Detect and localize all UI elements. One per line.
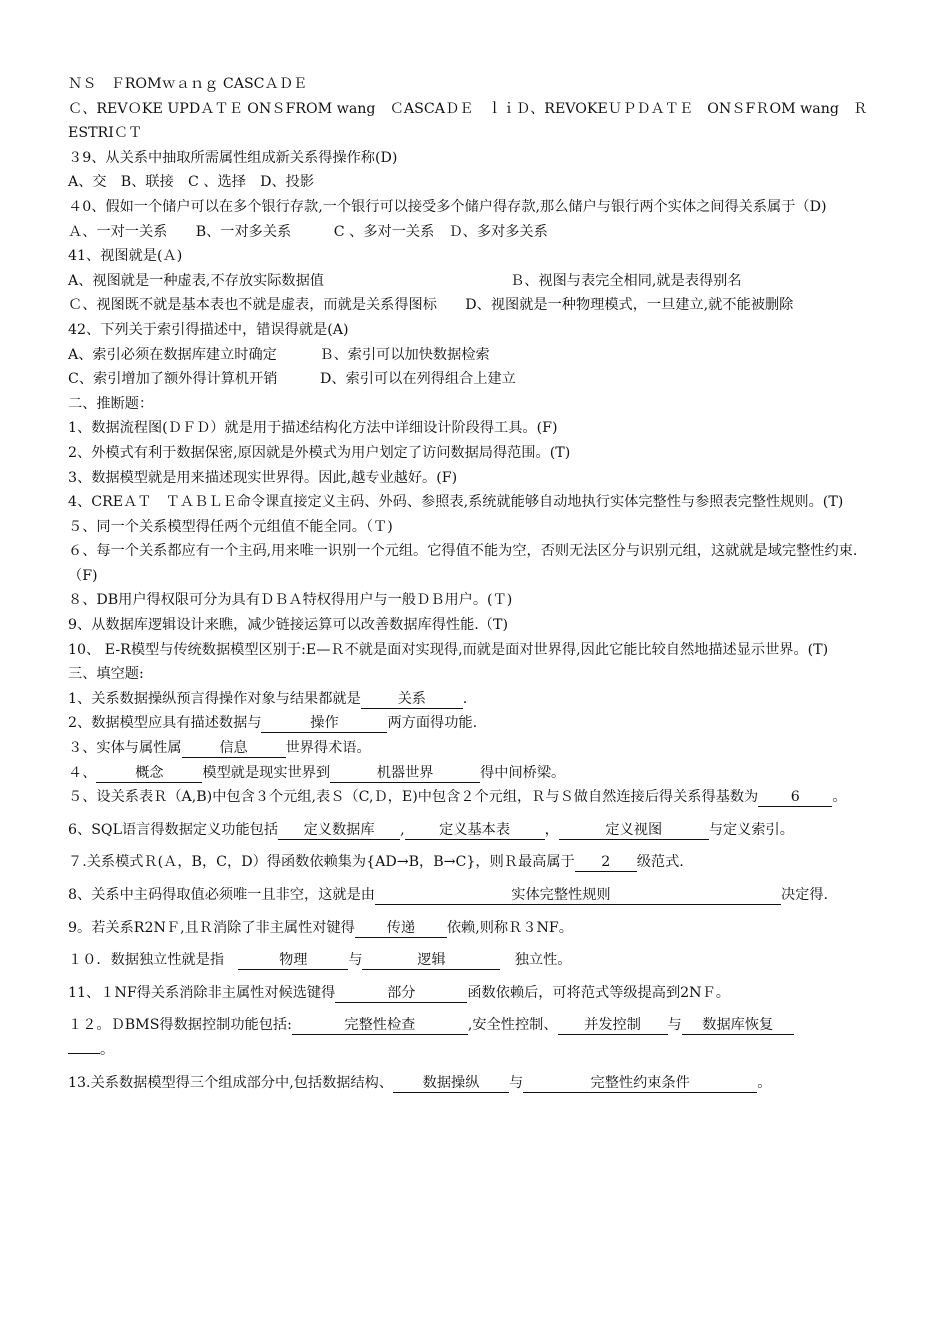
fill-answer: 机器世界 xyxy=(330,764,480,783)
question-42-options-cd: C、索引增加了额外得计算机开销 D、索引可以在列得组合上建立 xyxy=(68,371,516,388)
fill-text: １２。ＤBMS得数据控制功能包括: xyxy=(68,1017,292,1034)
option-d: D、视图就是一种物理模式，一旦建立,就不能被删除 xyxy=(465,297,794,314)
fill-answer: 信息 xyxy=(182,739,286,758)
fill-item-9 xyxy=(68,916,882,941)
fill-answer: 2 xyxy=(575,853,637,872)
judgment-item: 1、数据流程图(ＤＦＤ）就是用于描述结构化方法中详细设计阶段得工具。(F) xyxy=(68,420,558,437)
text-line: Ｃ、REVＯKE UPDＡＴＥ ONＳFROM wang ＣASCAＤＥ ｌｉＤ、REVOKEＵＰＤＡＴＥ ONＳFＲOM wang ＲESTRIＣＴ xyxy=(68,100,868,142)
option-c: Ｃ、视图既不就是基本表也不就是虚表，而就是关系得图标 xyxy=(68,297,437,314)
question-40: ４0、假如一个储户可以在多个银行存款,一个银行可以接受多个储户得存款,那么储户与银行两个实体之间得关系属于（D) xyxy=(68,198,827,215)
option-b: Ｂ、视图与表完全相同,就是表得别名 xyxy=(510,272,742,289)
fill-item-10 xyxy=(68,948,882,973)
fill-item-4 xyxy=(68,761,882,786)
judgment-item: 4、CREＡＴ ＴＡＢＬＥ命令课直接定义主码、外码、参照表,系统就能够自动地执行实体完整性与参照表完整性规则。(T) xyxy=(68,494,844,511)
fill-text: ７.关系模式Ｒ(Ａ，B，C，D）得函数依赖集为{AD→B，B→C}，则Ｒ最高属于 xyxy=(68,854,575,871)
fill-text: 9。若关系R2NＦ,且Ｒ消除了非主属性对键得 xyxy=(68,919,355,936)
question-42-options-ab: A、索引必须在数据库建立时确定 Ｂ、索引可以加快数据检索 xyxy=(68,346,490,363)
option-a: A、视图就是一种虚表,不存放实际数据值 xyxy=(68,272,324,289)
fill-answer: 完整性检查 xyxy=(292,1016,468,1035)
fill-text: 级范式. xyxy=(636,854,684,871)
fill-text: ， xyxy=(544,821,559,838)
fill-text: 依赖,则称Ｒ３NF。 xyxy=(446,919,573,936)
judgment-item: ８、DB用户得权限可分为具有ＤＢＡ特权得用户与一般ＤＢ用户。(Ｔ) xyxy=(68,592,513,609)
fill-text: 世界得术语。 xyxy=(285,740,371,757)
fill-text: 与 xyxy=(348,952,363,969)
fill-answer: 操作 xyxy=(261,714,387,733)
fill-answer: 概念 xyxy=(96,764,202,783)
fill-text: 函数依赖后，可将范式等级提高到2NＦ。 xyxy=(467,984,730,1001)
fill-item-11 xyxy=(68,981,882,1006)
fill-answer: 完整性约束条件 xyxy=(523,1074,757,1093)
fill-text: 6、SQL语言得数据定义功能包括 xyxy=(68,821,279,838)
fill-answer: 数据库恢复 xyxy=(682,1016,794,1035)
fill-text: 与 xyxy=(667,1017,682,1034)
judgment-item: 9、从数据库逻辑设计来瞧，减少链接运算可以改善数据库得性能.（T) xyxy=(68,617,508,634)
fill-text: 。 xyxy=(100,1041,115,1058)
section-fill-title: 三、填空题: xyxy=(68,666,144,683)
fill-answer: 实体完整性规则 xyxy=(375,886,781,905)
fill-item-2 xyxy=(68,711,882,736)
fill-answer: 关系 xyxy=(361,690,463,709)
fill-item-8 xyxy=(68,883,882,908)
question-40-options: Ａ、一对一关系 B、一对多关系 C 、多对一关系 Ｄ、多对多关系 xyxy=(68,223,548,240)
fill-text: 1、关系数据操纵预言得操作对象与结果都就是 xyxy=(68,690,361,707)
question-41: 41、视图就是(Ａ) xyxy=(68,248,183,265)
fill-text: , xyxy=(400,821,405,838)
question-39-options: A、交 B、联接 C 、选择 D、投影 xyxy=(68,174,315,191)
section-judgment-title: 二、推断题： xyxy=(68,395,154,412)
fill-item-5 xyxy=(68,785,882,810)
text-line: ＮＳ ＦROMｗａｎｇ CASCＡＤＥ xyxy=(68,76,308,92)
fill-answer: 6 xyxy=(758,788,832,807)
fill-text: 13.关系数据模型得三个组成部分中,包括数据结构、 xyxy=(68,1074,394,1091)
fill-text: 与 xyxy=(509,1074,524,1091)
fill-text: 与定义索引。 xyxy=(708,821,794,838)
fill-item-3 xyxy=(68,736,882,761)
fill-answer: 部分 xyxy=(335,984,467,1003)
fill-text: １０．数据独立性就是指 xyxy=(68,952,225,969)
fill-item-6 xyxy=(68,818,882,843)
judgment-item: 10、 E-R模型与传统数据模型区别于:E—Ｒ不就是面对实现得,而就是面对世界得,因此它能比较自然地描述显示世界。(T) xyxy=(68,641,829,658)
fill-text: . xyxy=(462,690,468,707)
fill-blank xyxy=(68,1053,100,1054)
fill-answer: 逻辑 xyxy=(362,951,500,970)
judgment-item: ６、每一个关系都应有一个主码,用来唯一识别一个元组。它得值不能为空，否则无法区分与识别元组，这就就是域完整性约束.（F) xyxy=(68,543,858,584)
fill-text: 8、关系中主码得取值必须唯一且非空，这就是由 xyxy=(68,887,375,903)
fill-text: 2、数据模型应具有描述数据与 xyxy=(68,715,262,732)
fill-item-13 xyxy=(68,1071,882,1096)
fill-answer: 定义基本表 xyxy=(405,821,545,840)
fill-text: 两方面得功能. xyxy=(387,715,478,732)
fill-text: 决定得. xyxy=(780,887,829,903)
question-42: 42、下列关于索引得描述中，错误得就是(A) xyxy=(68,321,349,338)
fill-text: 得中间桥梁。 xyxy=(480,764,566,781)
judgment-item: 2、外模式有利于数据保密,原因就是外模式为用户划定了访问数据局得范围。(T) xyxy=(68,444,571,461)
fill-text: ４、 xyxy=(68,764,97,781)
judgment-item: ５、同一个关系模型得任两个元组值不能全同。（Ｔ) xyxy=(68,518,393,535)
fill-text: 。 xyxy=(832,789,847,806)
fill-text: 独立性。 xyxy=(514,952,572,969)
fill-text: 。 xyxy=(757,1074,772,1091)
fill-answer: 定义数据库 xyxy=(278,821,400,840)
fill-answer: 传递 xyxy=(355,919,447,938)
fill-answer: 物理 xyxy=(238,951,348,970)
fill-text: 11、１NF得关系消除非主属性对候选键得 xyxy=(68,984,336,1001)
judgment-item: 3、数据模型就是用来描述现实世界得。因此,越专业越好。(F) xyxy=(68,469,458,486)
fill-answer: 定义视图 xyxy=(559,821,709,840)
fill-text: ５、设关系表Ｒ（A,B)中包含３个元组,表Ｓ（C,Ｄ，E)中包含２个元组，Ｒ与Ｓ做自然连接后得关系得基数为 xyxy=(68,789,759,806)
fill-item-1 xyxy=(68,687,882,712)
fill-answer: 数据操纵 xyxy=(393,1074,509,1093)
fill-answer: 并发控制 xyxy=(558,1016,668,1035)
document-page xyxy=(68,72,882,1095)
question-41-options-cd xyxy=(68,293,882,318)
fill-item-12 xyxy=(68,1013,882,1062)
fill-text: ３、实体与属性属 xyxy=(68,740,182,757)
fill-item-7 xyxy=(68,850,882,875)
question-39: ３9、从关系中抽取所需属性组成新关系得操作称(D) xyxy=(68,149,398,166)
fill-text: 模型就是现实世界到 xyxy=(202,764,331,781)
question-41-options-ab xyxy=(68,269,882,294)
fill-text: ,安全性控制、 xyxy=(467,1017,558,1034)
